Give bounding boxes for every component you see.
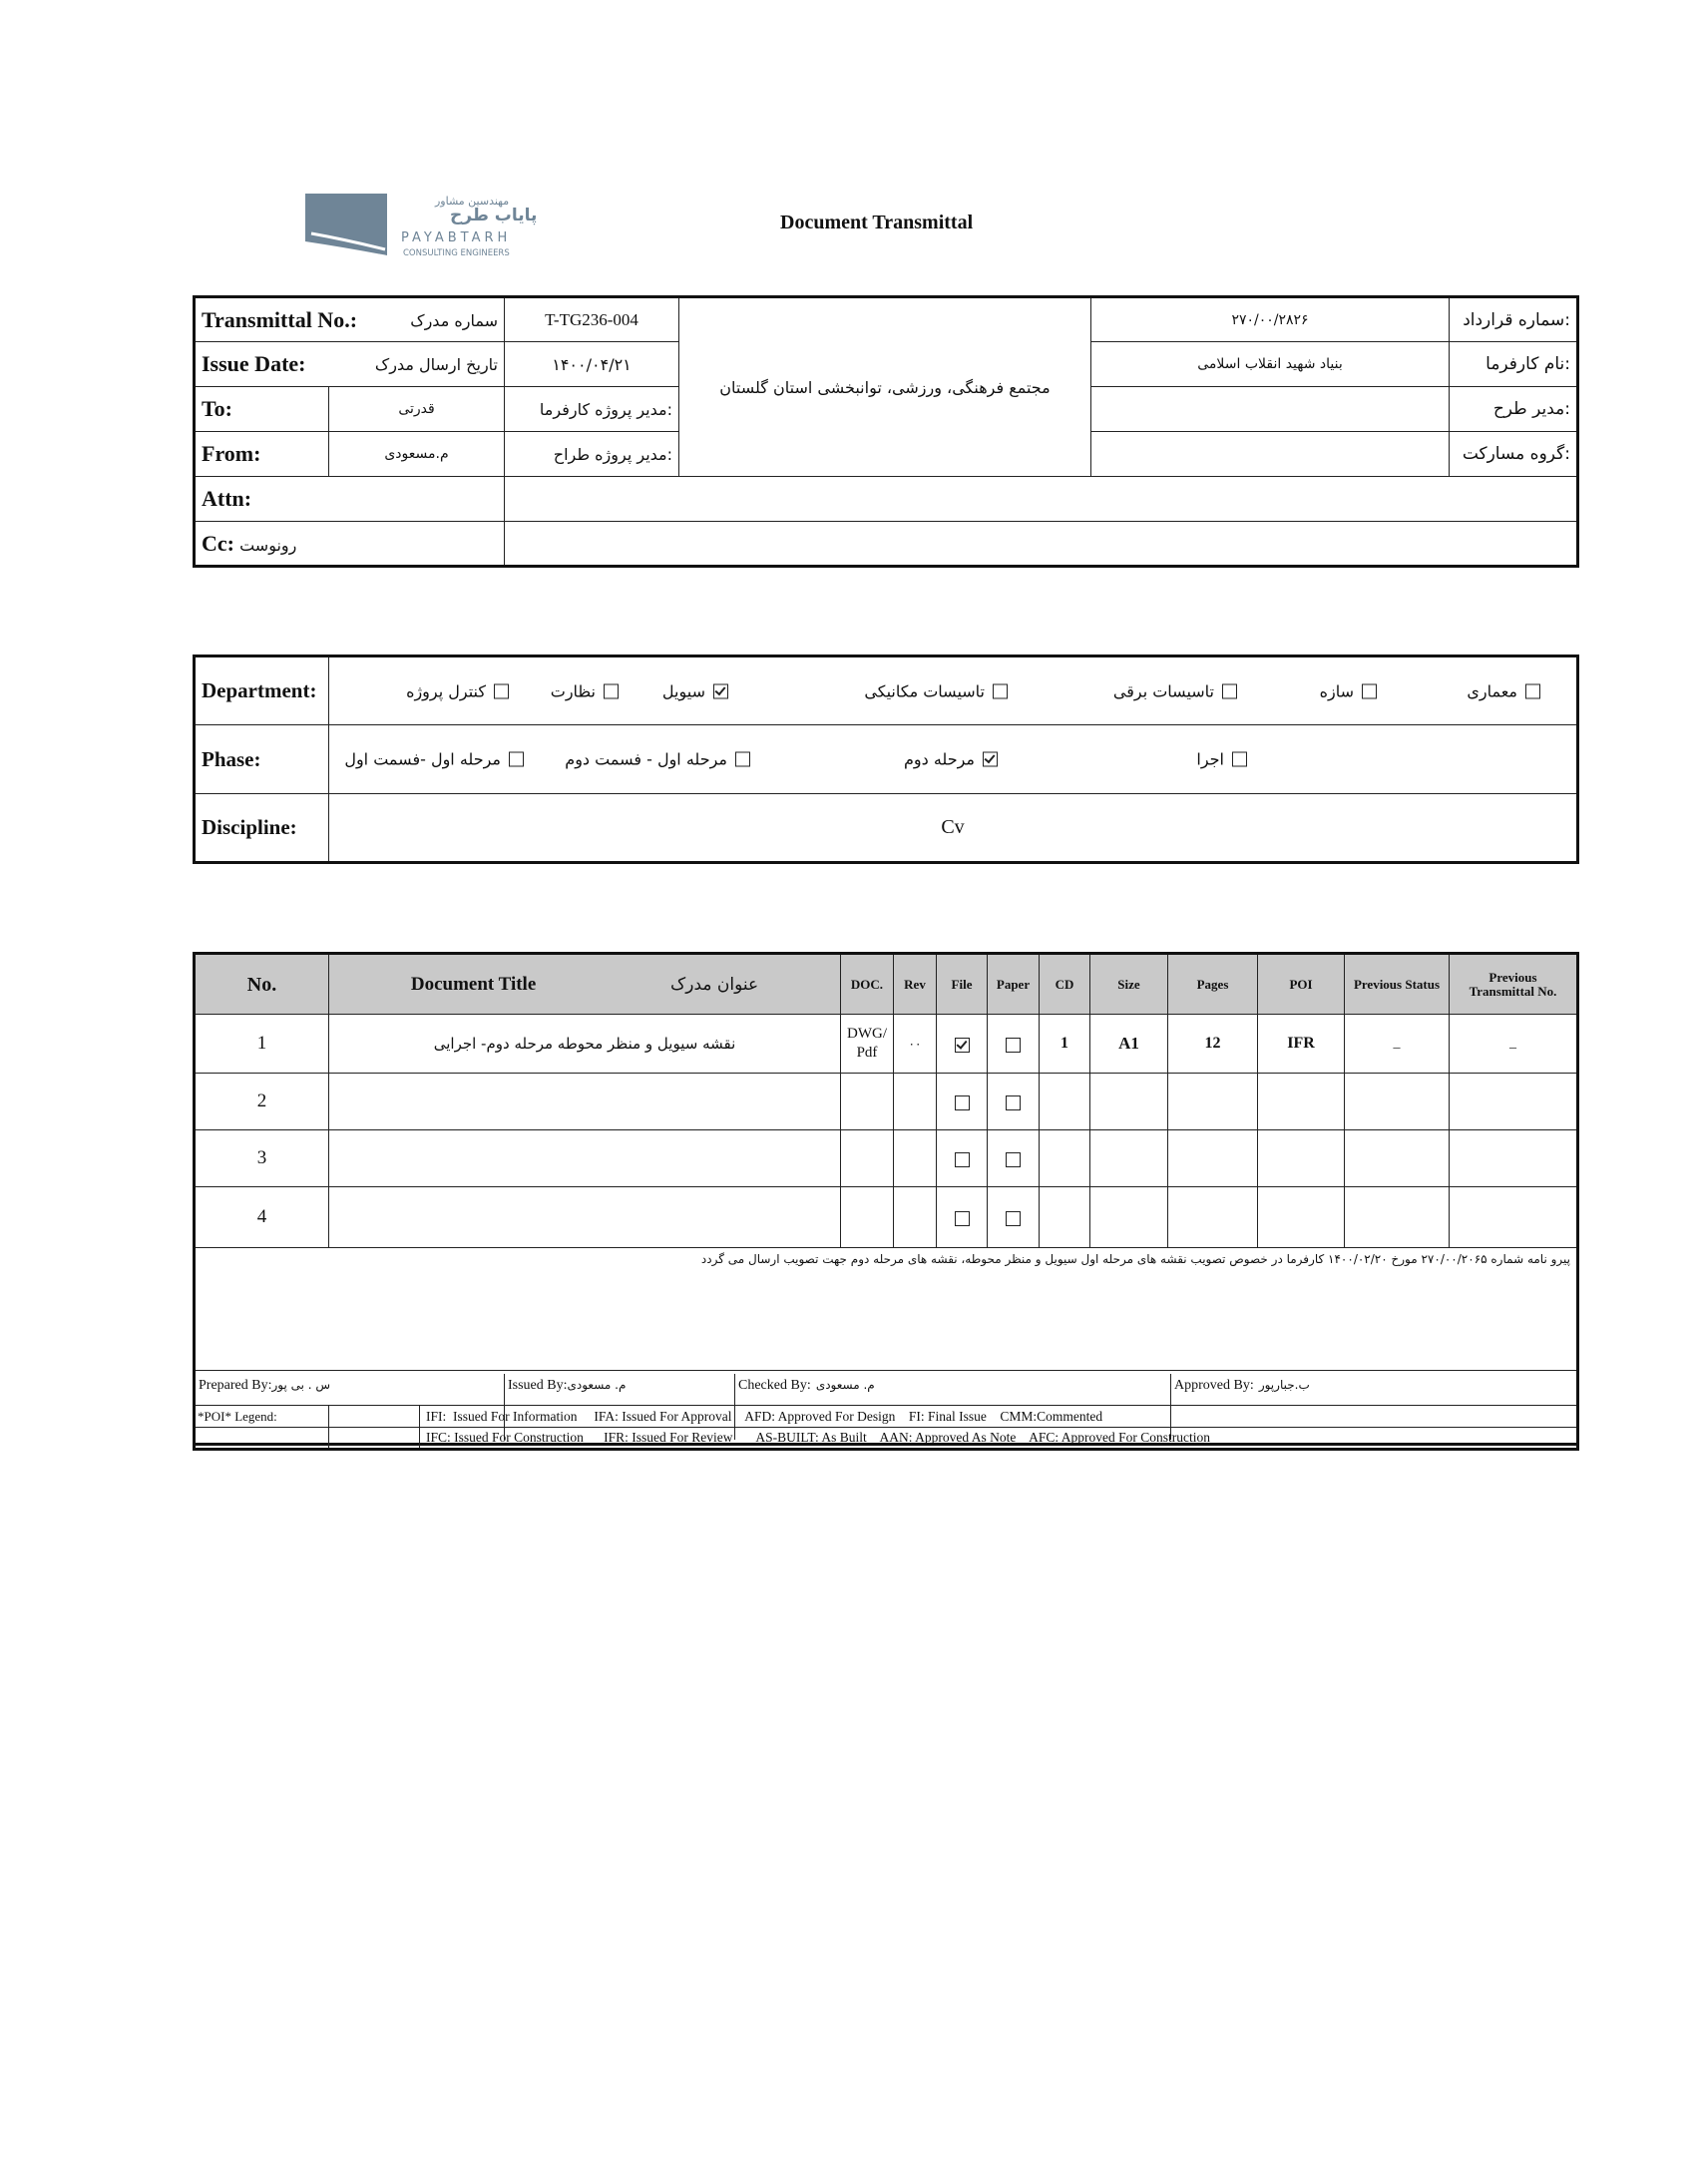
cell-prev-status: _ [1345,1015,1450,1074]
department-option-label: تاسیسات برقی [1112,681,1214,700]
project-name: مجتمع فرهنگی، ورزشی، توانبخشی استان گلستان [679,297,1091,477]
client-value: بنیاد شهید انقلاب اسلامی [1091,342,1450,387]
col-rev: Rev [894,954,937,1015]
from-value: م.مسعودی [329,432,505,477]
checkbox-icon[interactable] [983,752,998,767]
cell-cd [1040,1130,1090,1187]
issue-date-label: Issue Date: تاریخ ارسال مدرک [195,342,505,387]
issued-by: Issued By:م. مسعودی [505,1374,735,1440]
col-title: Document Title عنوان مدرک [329,954,841,1015]
cell-prev-transmittal: _ [1450,1015,1578,1074]
cell-pages: 12 [1168,1015,1258,1074]
table-row [195,1130,1578,1187]
legend-label: *POI* Legend: [195,1406,329,1428]
col-paper: Paper [988,954,1040,1015]
from-manager-label: مدیر پروژه طراح: [505,432,679,477]
cell-rev [894,1130,937,1187]
col-pages: Pages [1168,954,1258,1015]
checkbox-icon[interactable] [955,1211,970,1226]
issue-date-value: ۱۴۰۰/۰۴/۲۱ [505,342,679,387]
cell-prev-transmittal [1450,1186,1578,1247]
checkbox-icon[interactable] [509,752,524,767]
phase-option[interactable] [344,750,524,769]
transmittal-no-label: Transmittal No.: سماره مدرک [195,297,505,342]
checkbox-icon[interactable] [1006,1211,1021,1226]
company-logo [305,193,555,264]
table-row [195,1186,1578,1247]
checkbox-icon[interactable] [604,683,619,698]
cell-paper [988,1015,1040,1074]
cell-file [937,1186,988,1247]
plan-manager-label: مدیر طرح: [1450,387,1578,432]
cell-prev-status [1345,1130,1450,1187]
logo-name-en: PAYABTARH [401,230,512,245]
approved-by: Approved By: ب.جبارپور [1174,1377,1310,1393]
checkbox-icon[interactable] [494,683,509,698]
department-option[interactable] [551,681,619,700]
logo-name-fa: پایاب طرح [450,206,538,225]
cell-doc: DWG/ Pdf [841,1015,894,1074]
department-option[interactable] [662,681,728,700]
cell-pages [1168,1074,1258,1130]
checkbox-icon[interactable] [1006,1095,1021,1110]
checkbox-icon[interactable] [1006,1038,1021,1053]
checkbox-icon[interactable] [1006,1152,1021,1167]
department-option[interactable] [864,681,1008,700]
cell-no: 4 [195,1186,329,1247]
checkbox-icon[interactable] [1222,683,1237,698]
cell-cd [1040,1074,1090,1130]
col-prev-status: Previous Status [1345,954,1450,1015]
legend-table [193,1405,1579,1451]
cell-title [329,1074,841,1130]
department-options [329,657,1576,724]
cell-size [1090,1130,1168,1187]
checkbox-icon[interactable] [993,683,1008,698]
table-row [195,1015,1578,1074]
cell-file [937,1015,988,1074]
cell-pages [1168,1130,1258,1187]
transmittal-no-value: T-TG236-004 [505,297,679,342]
discipline-value: Cv [329,794,1578,863]
attn-value [505,477,1578,522]
col-file: File [937,954,988,1015]
phase-option[interactable] [904,750,998,769]
department-option[interactable] [406,681,509,700]
partnership-value [1091,432,1450,477]
cell-size: A1 [1090,1015,1168,1074]
cell-rev: ۰۰ [894,1015,937,1074]
cell-prev-status [1345,1074,1450,1130]
page-title: Document Transmittal [780,212,974,233]
cell-poi [1258,1074,1345,1130]
from-label: From: [195,432,329,477]
department-option-label: تاسیسات مکانیکی [864,681,985,700]
to-manager-label: مدیر پروژه کارفرما: [505,387,679,432]
checkbox-icon[interactable] [955,1038,970,1053]
remarks: پیرو نامه شماره ۲۷۰/۰۰/۲۰۶۵ مورخ ۱۴۰۰/۰۲/۲۰ کارفرما در خصوص تصویب نقشه های مرحله اول سیویل و منظر محوطه، نقشه های مرحله دوم جهت تصویب ارسال می گردد [195,1248,1578,1370]
cell-poi [1258,1186,1345,1247]
department-option-label: سازه [1319,681,1354,700]
phase-options [329,725,1576,793]
department-option-label: کنترل پروژه [406,681,486,700]
to-label: To: [195,387,329,432]
phase-option-label: مرحله اول -فسمت اول [344,749,501,769]
department-option[interactable] [1320,681,1377,700]
legend-line-1: IFI: Issued For Information IFA: Issued For Approval AFD: Approved For Design FI: Final Issue CMM:Commented [420,1406,1578,1428]
cell-title [329,1186,841,1247]
phase-option[interactable] [565,750,750,769]
partnership-label: گروه مسارکت: [1450,432,1578,477]
cell-paper [988,1074,1040,1130]
checkbox-icon[interactable] [955,1095,970,1110]
checked-by: Checked By: م. مسعودی [735,1374,1171,1440]
to-value: قدرتی [329,387,505,432]
department-option[interactable] [1467,681,1540,700]
logo-mark-icon [305,194,387,263]
cell-cd [1040,1186,1090,1247]
cell-cd: 1 [1040,1015,1090,1074]
cell-poi: IFR [1258,1015,1345,1074]
cell-size [1090,1186,1168,1247]
cell-file [937,1130,988,1187]
cell-doc [841,1186,894,1247]
cell-title [329,1130,841,1187]
checkbox-icon[interactable] [735,752,750,767]
checkbox-icon[interactable] [1525,683,1540,698]
cell-pages [1168,1186,1258,1247]
cell-rev [894,1186,937,1247]
phase-option-label: اجرا [1196,749,1224,769]
col-poi: POI [1258,954,1345,1015]
checkbox-icon[interactable] [1232,752,1247,767]
col-cd: CD [1040,954,1090,1015]
contract-no-value: ۲۷۰/۰۰/۲۸۲۶ [1091,297,1450,342]
cell-file [937,1074,988,1130]
department-label: Department: [195,656,329,725]
cell-no: 2 [195,1074,329,1130]
cell-doc [841,1074,894,1130]
checkbox-icon[interactable] [1362,683,1377,698]
logo-subtitle-fa: مهندسین مشاور [435,195,510,208]
cell-no: 1 [195,1015,329,1074]
col-doc: DOC. [841,954,894,1015]
cell-doc [841,1130,894,1187]
classification-table [193,655,1579,864]
cell-prev-transmittal [1450,1130,1578,1187]
plan-manager-value [1091,387,1450,432]
table-row [195,1074,1578,1130]
cell-rev [894,1074,937,1130]
checkbox-icon[interactable] [955,1152,970,1167]
cell-poi [1258,1130,1345,1187]
cell-paper [988,1130,1040,1187]
cell-size [1090,1074,1168,1130]
document-table [193,952,1579,1446]
phase-option-label: مرحله اول - فسمت دوم [565,749,727,769]
legend-line-2: IFC: Issued For Construction IFR: Issued For Review AS-BUILT: As Built AAN: Approved As Note AFC: Approved For Construction [420,1428,1578,1450]
department-option-label: سیویل [661,681,705,700]
header-table [193,295,1579,568]
prepared-by: Prepared By:س . بی پور [196,1374,505,1440]
phase-option-label: مرحله دوم [903,749,975,769]
cell-title: نقشه سیویل و منظر محوطه مرحله دوم- اجرایی [329,1015,841,1074]
department-option[interactable] [1113,681,1237,700]
cell-paper [988,1186,1040,1247]
department-option-label: نظارت [550,681,596,700]
contract-no-label: سماره قرارداد: [1450,297,1578,342]
cell-no: 3 [195,1130,329,1187]
discipline-label: Discipline: [195,794,329,863]
cc-value [505,522,1578,567]
phase-label: Phase: [195,725,329,794]
client-label: نام کارفرما: [1450,342,1578,387]
col-prev-transmittal: Previous Transmittal No. [1450,954,1578,1015]
attn-label: Attn: [195,477,505,522]
cc-label: Cc: رونوست [195,522,505,567]
cell-prev-transmittal [1450,1074,1578,1130]
logo-tagline: CONSULTING ENGINEERS [403,248,510,258]
col-no: No. [195,954,329,1015]
department-option-label: معماری [1467,681,1517,700]
cell-prev-status [1345,1186,1450,1247]
phase-option[interactable] [1196,750,1247,769]
checkbox-icon[interactable] [713,683,728,698]
col-size: Size [1090,954,1168,1015]
